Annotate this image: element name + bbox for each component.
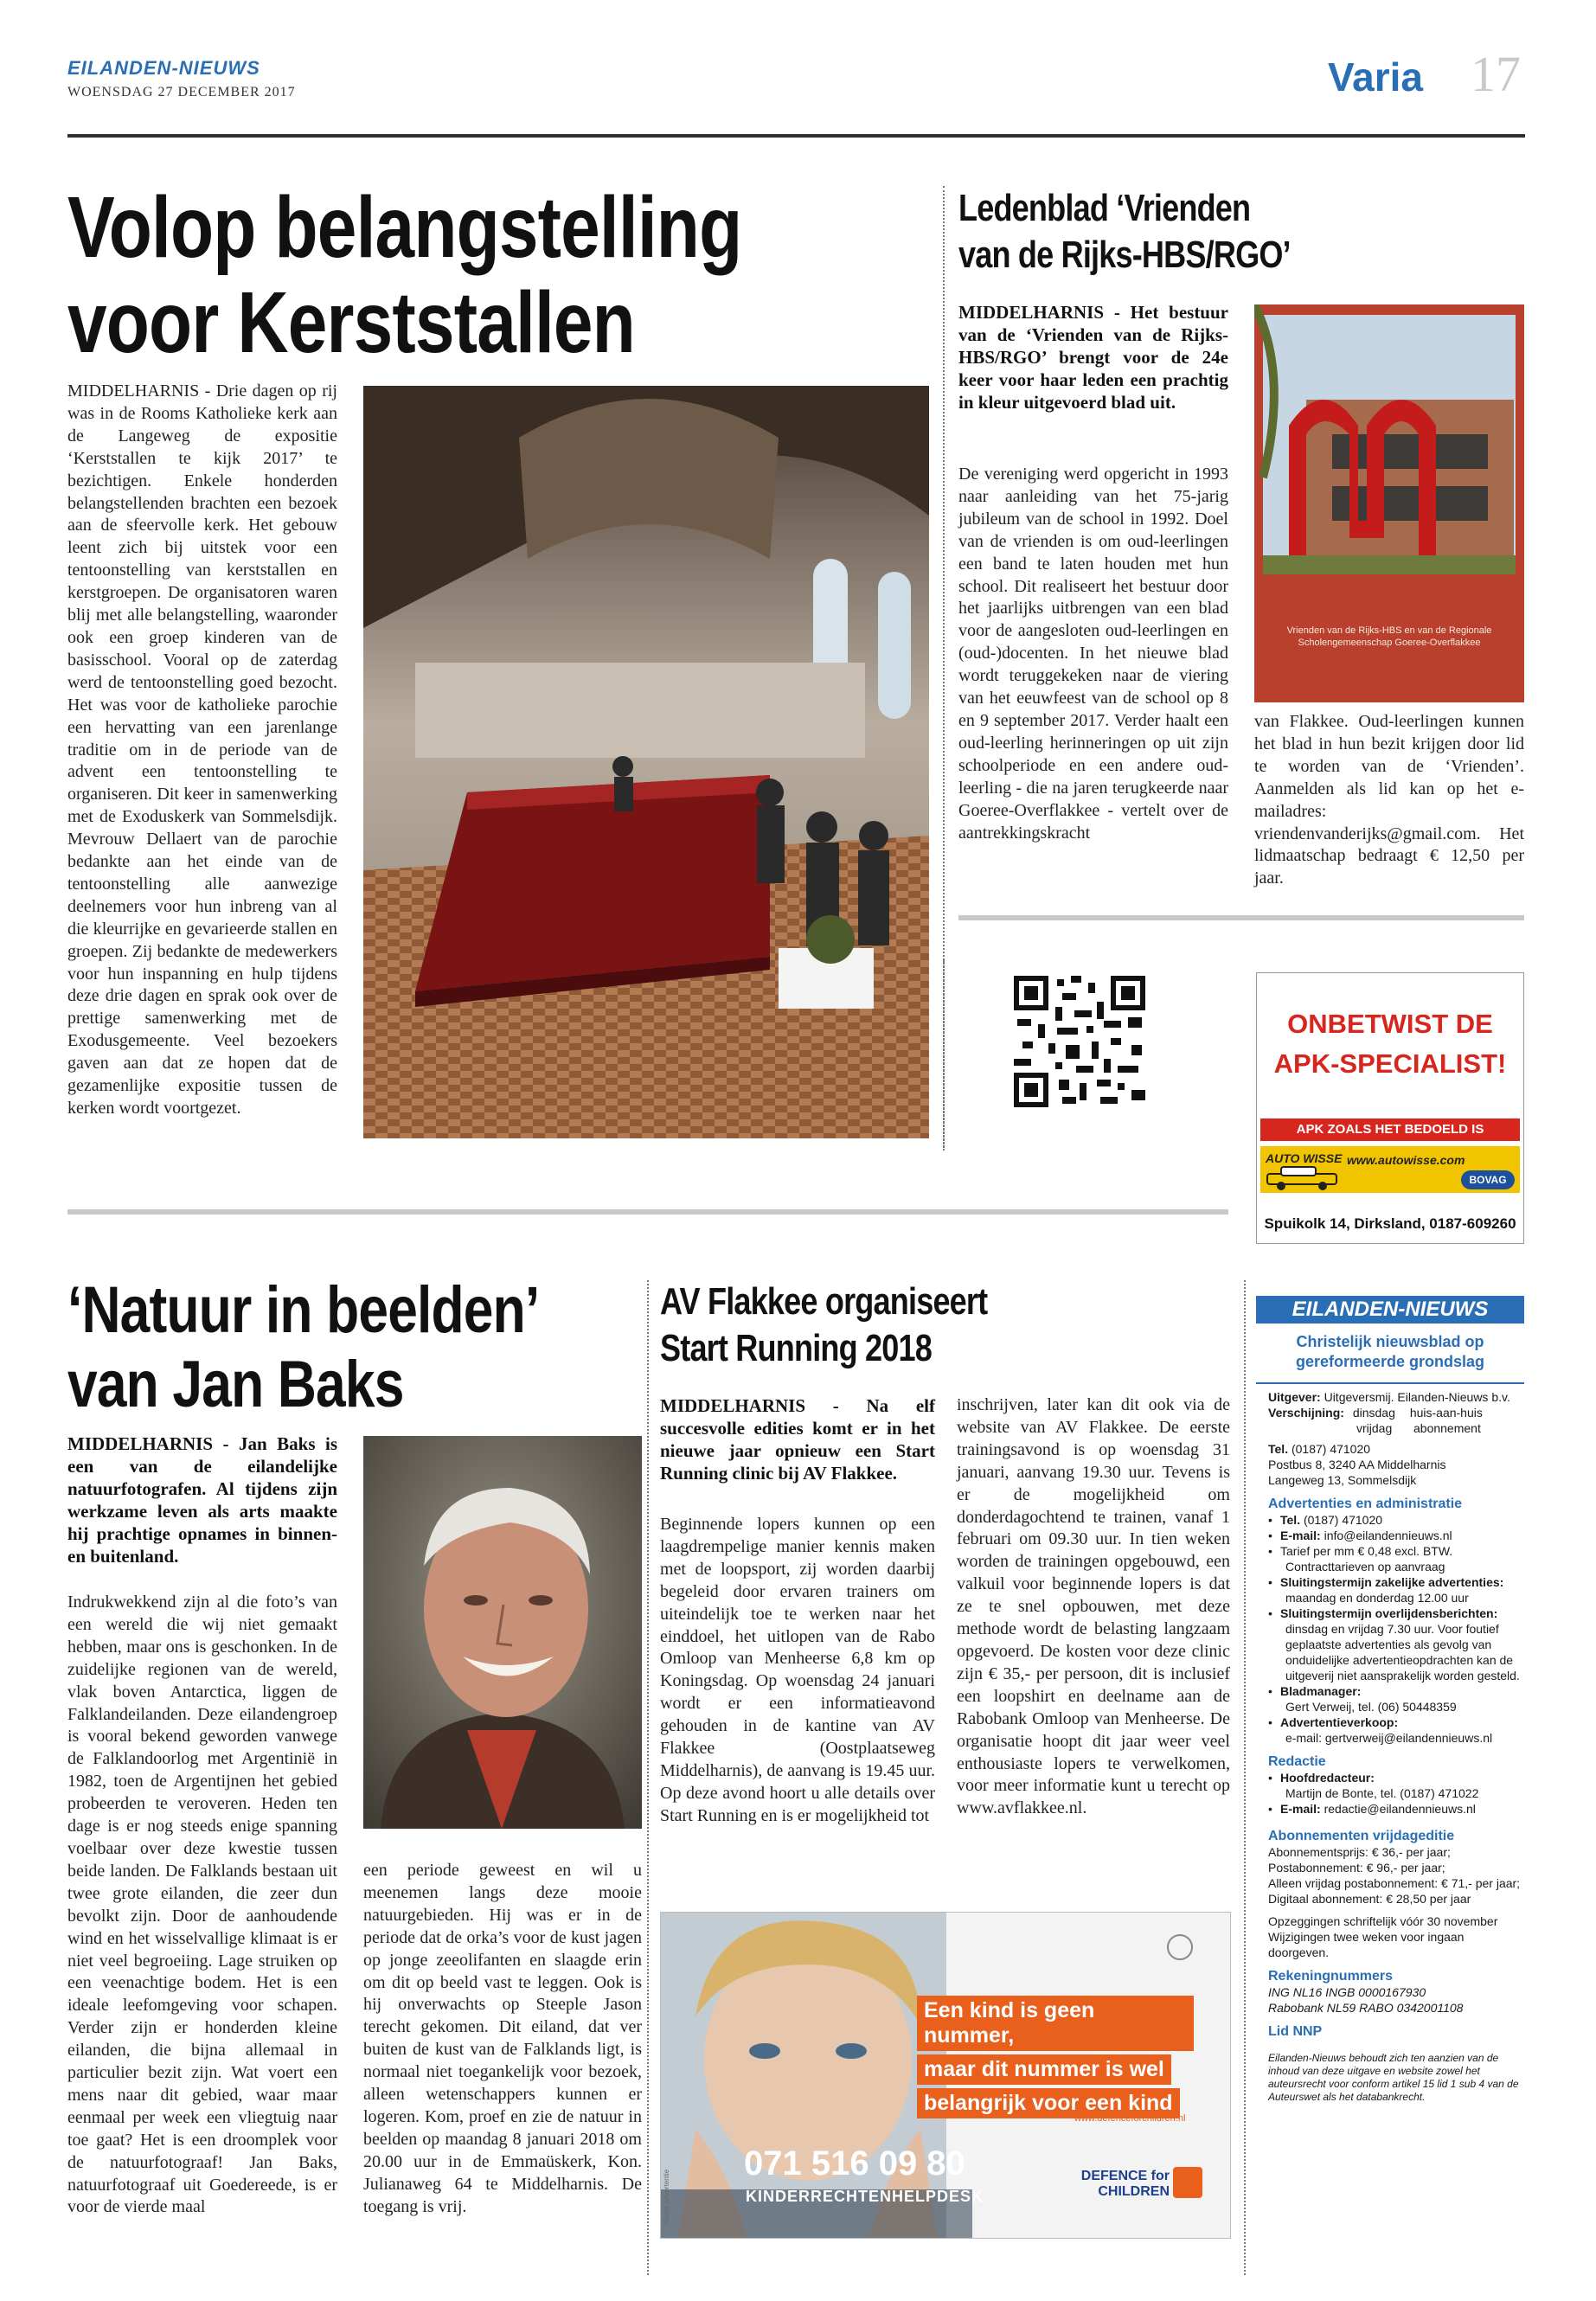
- church-interior-photo: [363, 386, 929, 1138]
- section-divider: [958, 915, 1524, 920]
- ad-apk-headline: ONBETWIST DE APK-SPECIALIST!: [1273, 1009, 1507, 1079]
- column-separator: [647, 1280, 649, 2275]
- column-separator: [1244, 1280, 1246, 2275]
- bovag-badge: BOVAG: [1461, 1170, 1515, 1189]
- colofon-subtitle: Christelijk nieuwsblad op gereformeerde grondslag: [1295, 1333, 1485, 1370]
- ad-defence-url[interactable]: www.defenceforchildren.nl: [1074, 2113, 1186, 2124]
- ledenblad-body-col1: De vereniging werd opgericht in 1993 naar aanleiding van het 75-jarig jubileum van de school in 1992. Doel van de vrienden is om oud-leerlingen een band te laten houden met hun school. Dit realiseert het bestuur door het jaarlijks uitbrengen van een blad voor de aangesloten oud-leerlingen en (oud-)docenten. In het nieuwe blad wordt teruggekeken naar de viering van het eeuwfeest van de school op 8 en 9 september 2017. Verder haalt een oud-leerling herinneringen op uit zijn schoolperiode en een andere oud-leerling - die na jaren terugkeerde naar Goeree-Overflakkee - vertelt over de aantrekkingskracht: [958, 465, 1228, 843]
- colofon-rule: [1256, 1382, 1524, 1384]
- ad-apk-url[interactable]: www.autowisse.com: [1347, 1153, 1465, 1167]
- page-number: 17: [1471, 46, 1521, 102]
- issue-date: WOENSDAG 27 DECEMBER 2017: [67, 85, 296, 99]
- masthead-logo: EILANDEN-NIEUWS: [67, 57, 260, 79]
- av-flakkee-lead: MIDDELHARNIS - Na elf succesvolle edities komt er in het nieuwe jaar opnieuw een Start Running clinic bij AV Flakkee.: [660, 1395, 935, 1484]
- headline-natuur-in-beelden: ‘Natuur in beelden’ van Jan Baks: [67, 1273, 540, 1421]
- ledenblad-lead: MIDDELHARNIS - Het bestuur van de ‘Vrienden van de Rijks-HBS/RGO’ brengt voor de 24e keer voor haar leden een prachtig in kleur uitgevoerd blad uit.: [958, 302, 1228, 413]
- defence-logo: DEFENCE for CHILDREN: [1080, 2169, 1170, 2199]
- article-kerststallen-body: MIDDELHARNIS - Drie dagen op rij was in de Rooms Katholieke kerk aan de Langeweg de expositie ‘Kerststallen te kijk 2017’ te bezichtigen. Enkele honderden belangstellenden brachten een bezoek aan de sfeervolle kerk. Het gebouw leent zich bij uitstek voor een tentoonstelling van kerststallen en kerstgroepen. De organisatoren waren blij met alle belangstelling, waaronder ook een groep kinderen van de basisschool. Vooral op de zaterdag werd de tentoonstelling goed bezocht. Het was voor de katholieke parochie een hervatting van een jarenlange traditie om in de periode van de advent een tentoonstelling te organiseren. Dit keer in samenwerking met de Exoduskerk van Sommelsdijk. Mevrouw Dellaert van de parochie bedankte aan het einde van de tentoonstelling alle aanwezige deelnemers voor hun inbreng van al die kleurrijke en gevarieerde stallen en groepen. Zij bedankte de medewerkers voor hun inspanning en hulp tijdens deze drie dagen en sprak ook over de prettige samenwerking met de Exodusgemeente. Veel bezoekers gaven aan dat ze hopen dat de gezamenlijke expositie tussen de kerken wordt voortgezet.: [67, 381, 337, 1118]
- natuur-body-col2: een periode geweest en wil u meenemen langs deze mooie natuurgebieden. Hij was er in de periode dat de orka’s voor de kust jagen op jonge zeeolifanten en slaagde erin om dit op beeld vast te leggen. Ook is hij onverwachts op Steeple Jason terecht gekomen. Dit eiland, dat ver buiten de kust van de Falklands ligt, is normaal niet toegankelijk voor bezoek, alleen wetenschappers kunnen er logeren. Kom, proef en zie de natuur in beelden op maandag 8 januari 2018 om 20.00 uur in de Emmaüskerk, Kon. Julianaweg 64 te Middelharnis. De toegang is vrij.: [363, 1861, 642, 2216]
- ad-defence-for-children[interactable]: [660, 1912, 1231, 2239]
- ad-defence-helpdesk: KINDERRECHTENHELPDESK: [746, 2188, 984, 2205]
- headline-kerststallen: Volop belangstelling voor Kerststallen: [67, 179, 742, 371]
- colofon-logo: EILANDEN-NIEUWS: [1256, 1296, 1524, 1324]
- ad-defence-slogan: Een kind is geen nummer, maar dit nummer is wel belangrijk voor een kind: [917, 1996, 1194, 2118]
- ad-defence-phone[interactable]: 071 516 09 80: [744, 2144, 965, 2182]
- portrait-jan-baks: [363, 1436, 642, 1829]
- colofon-body: Uitgever: Uitgeversmij. Eilanden-Nieuws b.v. Verschijning: dinsdag huis-aan-huis vrijdag abonnement Tel. (0187) 471020 Postbus 8, 3240 AA Middelharnis Langeweg 13, Sommelsdijk Advertenties en administratie • Tel. (0187) 471020 • E-mail: info@eilandennieuws.nl • Tarief per mm € 0,48 excl. BTW. Contracttarieven op aanvraag • Sluitingstermijn zakelijke advertenties: maandag en donderdag 12.00 uur • Sluitingstermijn overlijdensberichten: dinsdag en vrijdag 7.30 uur. Voor foutief geplaatste advertenties als gevolg van onduidelijke advertentieopdrachten kan de uitgeverij niet aansprakelijk worden gesteld. • Bladmanager: Gert Verweij, tel. (06) 50448359 • Advertentieverkoop: e-mail: gertverweij@eilandennieuws.nl Redactie • Hoofdredacteur: Martijn de Bonte, tel. (0187) 471022 • E-mail: redactie@eilandennieuws.nl Abonnementen vrijdageditie Abonnementsprijs: € 36,- per jaar; Postabonnement: € 96,- per jaar; Alleen vrijdag postabonnement: € 71,- per jaar; Digitaal abonnement: € 28,50 per jaar Opzeggingen schriftelijk vóór 30 november Wijzigingen twee weken voor ingaan doorgeven. Rekeningnummers ING NL16 INGB 0000167930 Rabobank NL59 RABO 0342001108 Lid NNP Eilanden-Nieuws behoudt zich ten aanzien van de inhoud van deze uitgave en website zowel het auteursrecht voor conform artikel 15 lid 1 sub 4 van de Auteurswet als het databankrecht.: [1268, 1389, 1524, 2104]
- section-divider: [67, 1209, 1228, 1215]
- ad-apk-brand-strip: [1260, 1146, 1520, 1193]
- ledenblad-body-col2: van Flakkee. Oud-leerlingen kunnen het blad in hun bezit krijgen door lid te worden van de ‘Vrienden’. Aanmelden als lid kan op het e-mailadres: vriendenvanderijks@gmail.com. Het lidmaatschap bedraagt € 12,50 per jaar.: [1254, 712, 1524, 888]
- cover-caption: Vrienden van de Rijks-HBS en van de Regionale Scholengemeenschap Goeree-Overflakkee: [1286, 625, 1492, 648]
- av-flakkee-body-col1: Beginnende lopers kunnen op een laagdrempelige manier kennis maken met de loopsport, zij worden daarbij begeleid door ervaren trainers om uiteindelijk toe te werken naar het einddoel, het uitlopen van de Rabo Omloop van Menheerse 6,8 km op Koningsdag. Op woensdag 24 januari wordt er een informatieavond gehouden in de kantine van AV Flakkee (Oostplaatseweg Middelharnis), de aanvang is 19.45 uur. Op deze avond hoort u alle details over Start Running en is er mogelijkheid tot: [660, 1515, 935, 1825]
- headline-av-flakkee: AV Flakkee organiseert Start Running 2018: [660, 1280, 988, 1369]
- ledenblad-cover-image: [1254, 304, 1524, 702]
- ad-apk-brand: AUTO WISSE: [1266, 1151, 1343, 1165]
- column-separator: [943, 960, 945, 1150]
- ad-auto-wisse[interactable]: [1256, 972, 1524, 1244]
- natuur-lead: MIDDELHARNIS - Jan Baks is een van de eilandelijke natuurfotografen. Al tijdens zijn werkzame leven als arts maakte hij prachtige opnames in binnen- en buitenland.: [67, 1433, 337, 1567]
- headline-ledenblad: Ledenblad ‘Vrienden van de Rijks-HBS/RGO’: [958, 187, 1291, 276]
- ad-defence-side-note: Gratis advertentie: [663, 2169, 670, 2224]
- section-title: Varia: [1328, 54, 1423, 99]
- av-flakkee-body-col2: inschrijven, later kan dit ook via de website van AV Flakkee. De eerste trainingsavond is op woensdag 31 januari, aanvang 19.30 uur. Tevens is er de mogelijkheid om donderdagochtend te trainen, vanaf 1 februari om 09.30 uur. In tien weken worden de trainingen opgebouwd, een valkuil voor beginnende lopers is dat ze te snel opbouwen, met deze methode wordt de belasting langzaam opgevoerd. De kosten voor deze clinic zijn € 35,- per persoon, dit is inclusief een loopshirt en deelname aan de Rabobank Omloop van Menheerse. De organisatie hoopt dit jaar weer veel enthousiaste lopers te verwelkomen, voor meer informatie kunt u terecht op www.avflakkee.nl.: [957, 1395, 1230, 1818]
- header-rule: [67, 134, 1525, 138]
- qr-code[interactable]: [1014, 976, 1145, 1107]
- natuur-body-col1: Indrukwekkend zijn al die foto’s van een wereld die wij niet gemaakt hebben, maar ons is geschonken. In de zuidelijke regionen van de wereld, vlak boven Antarctica, liggen de Falklandeilanden. Deze eilandengroep is vooral bekend geworden vanwege de Falklandoorlog met Argentinië in 1982, toen de Argentijnen het gebied probeerden te veroveren. Heden ten dage is er nog steeds enige spanning voelbaar over deze kwestie tussen beide landen. De Falklands bestaan uit twee grote eilanden, die zeer dun bevolkt zijn. Door de aanhoudende wind en het wisselvallige klimaat is er niet veel begroeiing. Lage struiken op een veenachtige bodem. Het is een ideale leefomgeving voor schapen. Verder zijn er honderden kleine eilanden, die bijna allemaal in particulier bezit zijn. Wat voert een mens naar dit gebied, waar maar eenmaal per week een vliegtuig naar toe gaat? Het is een droomplek voor de natuurfotograaf! Jan Baks, natuurfotograaf uit Goedereede, is er voor de vierde maal: [67, 1593, 337, 2217]
- ad-apk-band: APK ZOALS HET BEDOELD IS: [1260, 1118, 1520, 1141]
- defence-logo-icon: [1173, 2167, 1202, 2198]
- ad-apk-address: Spuikolk 14, Dirksland, 0187-609260: [1264, 1215, 1516, 1232]
- car-icon: [1264, 1165, 1342, 1191]
